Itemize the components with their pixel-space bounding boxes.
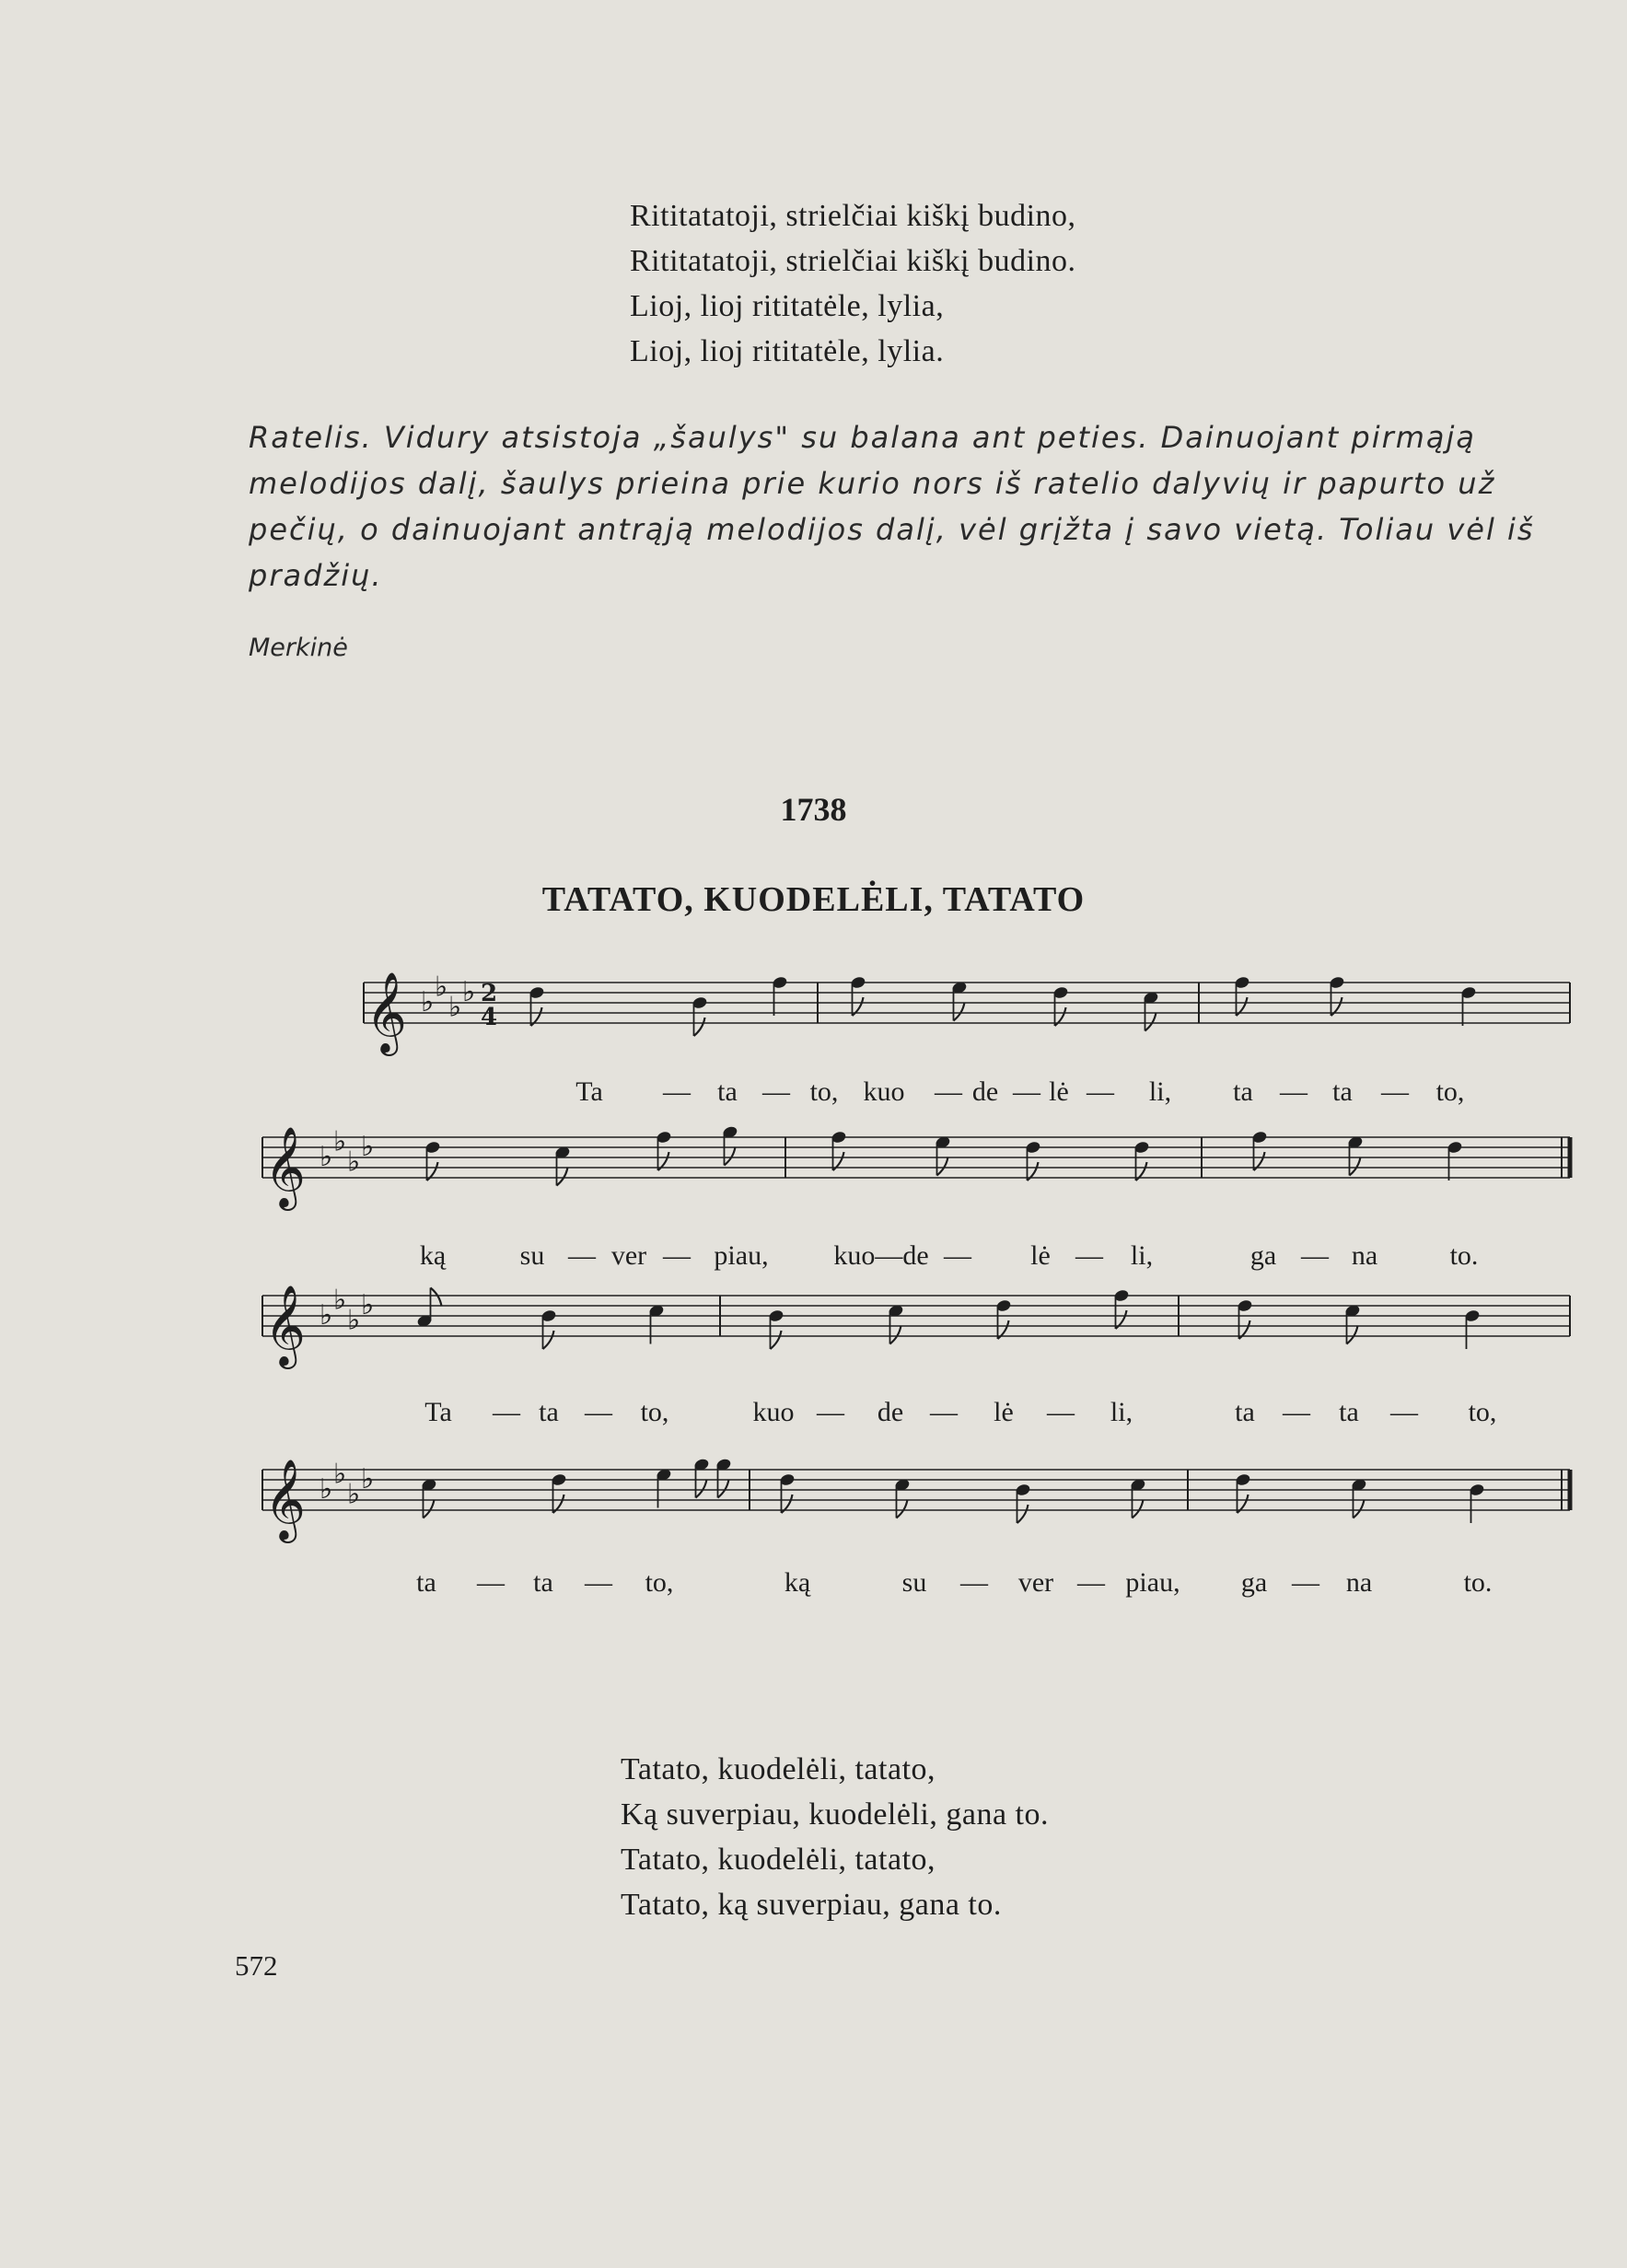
lyric-syllable: su <box>519 1240 545 1271</box>
lyric-syllable: — <box>1390 1397 1418 1427</box>
treble-clef-icon: 𝄞 <box>366 971 407 1053</box>
lyric-syllable: su <box>901 1567 927 1598</box>
lyric-syllable: — <box>930 1397 958 1427</box>
note-flag <box>937 1157 948 1176</box>
lyric-syllable: to. <box>1463 1567 1493 1598</box>
flat-icon: ♭ <box>361 1463 375 1495</box>
lyric-syllable: — <box>477 1567 505 1598</box>
lyric-syllable: — <box>935 1076 962 1107</box>
lyric-syllable: Ta <box>575 1076 603 1107</box>
lyric-syllable: ver <box>610 1240 647 1271</box>
flat-icon: ♭ <box>333 1284 347 1317</box>
note-flag <box>890 1326 901 1344</box>
lyric-syllable: Ta <box>424 1397 452 1427</box>
flat-icon: ♭ <box>448 991 462 1024</box>
lyric-syllable: ta <box>1235 1397 1255 1427</box>
lyric-syllable: lė <box>1049 1076 1069 1107</box>
lyric-syllable: kuo <box>752 1397 795 1427</box>
lyric-syllable: to, <box>1435 1076 1465 1107</box>
note-flag <box>1145 1013 1156 1031</box>
note-flag <box>954 1003 965 1021</box>
flat-icon: ♭ <box>347 1478 361 1511</box>
lyric-syllable: to, <box>645 1567 674 1598</box>
staff-system <box>364 971 1570 1056</box>
lyric-syllable: to, <box>809 1076 839 1107</box>
place-name: Merkinė <box>249 634 348 662</box>
lyric-syllable: — <box>663 1076 691 1107</box>
treble-clef-icon: 𝄞 <box>264 1458 306 1540</box>
time-signature-bottom: 4 <box>481 1004 498 1031</box>
lyric-syllable: — <box>1292 1567 1319 1598</box>
lyric-syllable: — <box>944 1240 971 1271</box>
time-signature-top: 2 <box>481 980 498 1007</box>
game-description: Ratelis. Vidury atsistoja „šaulys" su balana ant peties. Dainuojant pirmąją melodijos dalį, šaulys prieina prie kurio nors iš ratelio dalyvių ir papurto už pečių, o dainuojant antrąją melodijos dalį, vėl grįžta į savo vietą. Toliau vėl iš pradžių. <box>249 420 1535 593</box>
flat-icon: ♭ <box>347 1146 361 1179</box>
lyric-syllable: kuo <box>863 1076 905 1107</box>
flat-icon: ♭ <box>462 976 476 1008</box>
lyric-syllable: ta <box>1332 1076 1353 1107</box>
flat-icon: ♭ <box>320 1299 333 1332</box>
staff-system <box>262 1125 1570 1211</box>
lyric-syllable: ta <box>533 1567 553 1598</box>
note-flag <box>1350 1157 1361 1176</box>
verse-line: Tatato, kuodelėli, tatato, <box>621 1843 936 1877</box>
note-flag <box>1133 1500 1144 1518</box>
lyric-syllable: ta <box>1339 1397 1359 1427</box>
lyric-syllable: li, <box>1110 1397 1133 1427</box>
treble-clef-icon: 𝄞 <box>264 1125 306 1207</box>
flat-icon: ♭ <box>320 1473 333 1506</box>
note-flag <box>543 1331 554 1349</box>
lyric-syllable: ką <box>419 1240 447 1271</box>
lyric-syllable: piau, <box>714 1240 769 1271</box>
lyric-syllable: ver <box>1017 1567 1054 1598</box>
verse-line: Rititatatoji, strielčiai kiškį budino, <box>630 199 1076 233</box>
song-title: TATATO, KUODELĖLI, TATATO <box>541 880 1086 919</box>
lyric-syllable: — <box>663 1240 691 1271</box>
lyric-syllable: — <box>1381 1076 1409 1107</box>
lyric-syllable: ką <box>784 1567 811 1598</box>
note-flag <box>771 1331 782 1349</box>
note-flag <box>1017 1505 1028 1523</box>
lyric-syllable: ta <box>416 1567 436 1598</box>
note-flag <box>1347 1326 1358 1344</box>
lyric-syllable: — <box>960 1567 988 1598</box>
staff-system <box>262 1284 1570 1369</box>
flat-icon: ♭ <box>333 1125 347 1158</box>
song-number: 1738 <box>780 791 847 828</box>
treble-clef-icon: 𝄞 <box>264 1284 306 1366</box>
verse-line: Lioj, lioj rititatėle, lylia, <box>630 289 945 323</box>
lyric-syllable: li, <box>1130 1240 1154 1271</box>
lyric-syllable: — <box>1283 1397 1310 1427</box>
lyric-syllable: — <box>1077 1567 1105 1598</box>
lyric-syllable: lė <box>1030 1240 1051 1271</box>
lyric-syllable: to, <box>640 1397 669 1427</box>
lyric-syllable: ta <box>539 1397 559 1427</box>
staff-system <box>262 1458 1570 1543</box>
lyric-syllable: — <box>1280 1076 1307 1107</box>
flat-icon: ♭ <box>421 986 435 1018</box>
lyric-syllable: de <box>877 1397 904 1427</box>
lyric-syllable: — <box>762 1076 790 1107</box>
lyric-syllable: ta <box>717 1076 738 1107</box>
lyric-syllable: — <box>1301 1240 1329 1271</box>
note-flag <box>696 1480 707 1498</box>
lyric-syllable: — <box>493 1397 520 1427</box>
verse-line: Rititatatoji, strielčiai kiškį budino. <box>630 244 1076 278</box>
lyric-syllable: — <box>1047 1397 1075 1427</box>
lyric-syllable: — <box>817 1397 844 1427</box>
note-flag <box>431 1288 442 1307</box>
lyric-syllable: — <box>585 1567 612 1598</box>
verse-bottom <box>621 1747 1049 1927</box>
lyric-syllable: — <box>1013 1076 1040 1107</box>
lyric-syllable: kuo—de <box>833 1240 929 1271</box>
flat-icon: ♭ <box>435 971 448 1004</box>
flat-icon: ♭ <box>361 1131 375 1163</box>
note-flag <box>424 1500 435 1518</box>
note-flag <box>694 1018 705 1036</box>
lyric-syllable: to, <box>1468 1397 1497 1427</box>
note-flag <box>718 1480 729 1498</box>
lyric-syllable: — <box>568 1240 596 1271</box>
flat-icon: ♭ <box>347 1304 361 1337</box>
verse-line: Ką suverpiau, kuodelėli, gana to. <box>621 1797 1049 1832</box>
note-flag <box>725 1147 736 1166</box>
lyric-syllable: piau, <box>1125 1567 1180 1598</box>
lyric-syllable: na <box>1351 1240 1378 1271</box>
lyric-syllable: de <box>971 1076 999 1107</box>
lyric-syllable: — <box>1087 1076 1114 1107</box>
note-flag <box>897 1500 908 1518</box>
page-number: 572 <box>235 1949 278 1982</box>
lyric-syllable: na <box>1345 1567 1373 1598</box>
lyric-syllable: — <box>1075 1240 1103 1271</box>
lyric-lines <box>416 1076 1496 1598</box>
verse-line: Tatato, ką suverpiau, gana to. <box>621 1888 1002 1922</box>
lyric-syllable: ga <box>1249 1240 1277 1271</box>
lyric-syllable: lė <box>994 1397 1014 1427</box>
lyric-syllable: li, <box>1148 1076 1172 1107</box>
verse-line: Tatato, kuodelėli, tatato, <box>621 1752 936 1786</box>
lyric-syllable: ta <box>1233 1076 1253 1107</box>
lyric-syllable: to. <box>1449 1240 1479 1271</box>
lyric-syllable: — <box>585 1397 612 1427</box>
flat-icon: ♭ <box>361 1289 375 1321</box>
note-flag <box>557 1168 568 1186</box>
lyric-syllable: ga <box>1240 1567 1268 1598</box>
note-flag <box>1354 1500 1365 1518</box>
verse-line: Lioj, lioj rititatėle, lylia. <box>630 334 945 368</box>
flat-icon: ♭ <box>320 1141 333 1173</box>
flat-icon: ♭ <box>333 1458 347 1491</box>
